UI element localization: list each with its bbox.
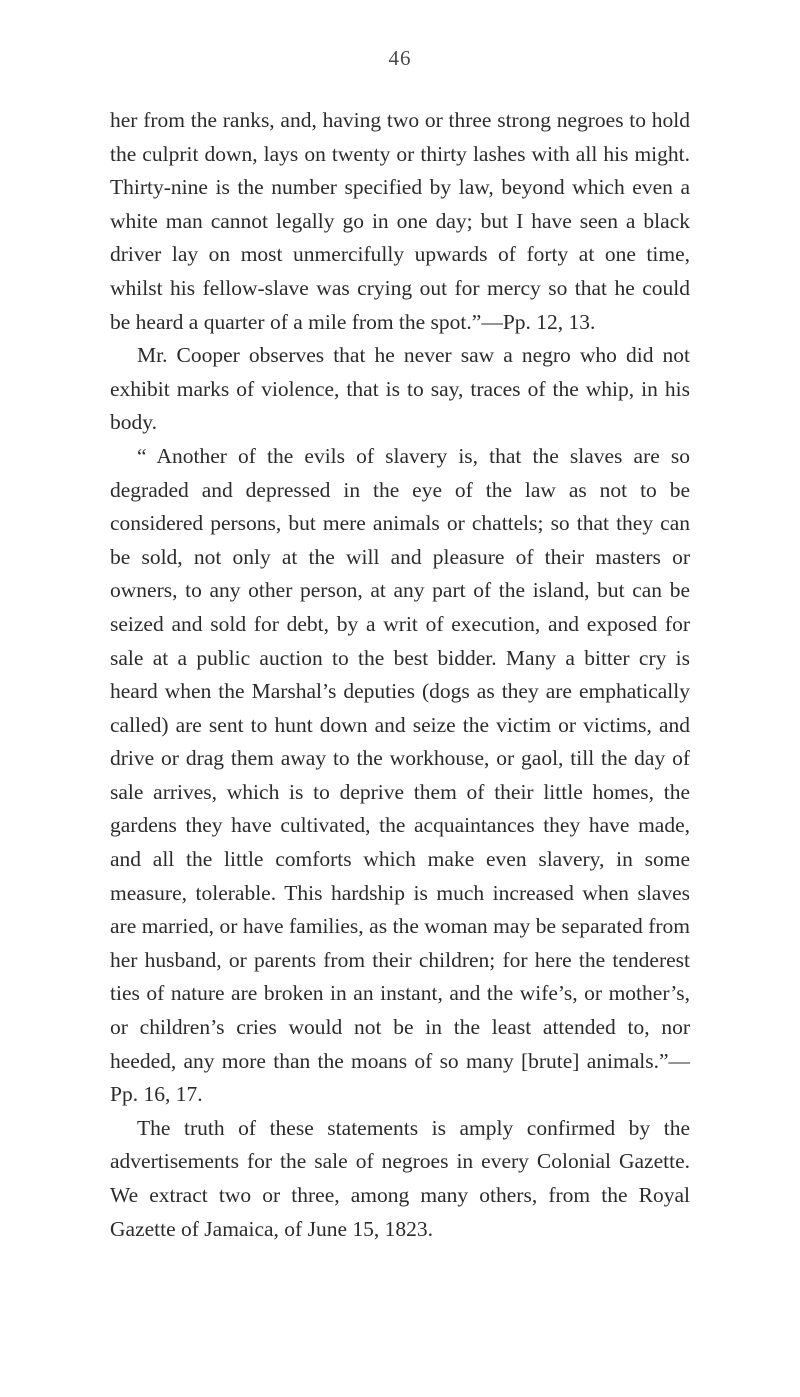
paragraph-continuation: her from the ranks, and, having two or three strong negroes to hold the culprit down, lays on twenty or thirty lashes with all his might. Thirty-nine is the number specified by law, beyond which even a white man cannot legally go in one day; but I have seen a black driver lay on most unmercifully upwards of forty at one time, whilst his fellow-slave was crying out for mercy so that he could be heard a quarter of a mile from the spot.”—Pp. 12, 13.	[110, 108, 690, 334]
paragraph-advertisements: The truth of these statements is amply confirmed by the advertisements for the sale of negroes in every Colonial Gazette. We extract two or three, among many others, from the Royal Gazette of Jamaica, of June 15, 1823.	[110, 1115, 690, 1241]
paragraph-quotation: “ Another of the evils of slavery is, that the slaves are so degraded and depressed in the eye of the law as not to be considered persons, but mere animals or chattels; so that they can be sold, not only at the will and pleasure of their masters or owners, to any other person, at any part of the island, but can be seized and sold for debt, by a writ of execution, and exposed for sale at a public auction to the best bidder. Many a bitter cry is heard when the Marshal’s deputies (dogs as they are emphatically called) are sent to hunt down and seize the victim or victims, and drive or drag them away to the workhouse, or gaol, till the day of sale arrives, which is to deprive them of their little homes, the gardens they have cultivated, the acquaintances they have made, and all the little comforts which make even slavery, in some measure, tolerable. This hardship is much increased when slaves are married, or have families, as the woman may be separated from her husband, or parents from their children; for here the tenderest ties of nature are broken in an instant, and the wife’s, or mother’s, or children’s cries would not be in the least attended to, nor heeded, any more than the moans of so many [brute] animals.”—Pp. 16, 17.	[110, 443, 690, 1107]
body-text	[110, 104, 690, 1246]
paragraph-cooper: Mr. Cooper observes that he never saw a negro who did not exhibit marks of violence, that is to say, traces of the whip, in his body.	[110, 343, 690, 435]
page-number: 46	[388, 46, 412, 70]
